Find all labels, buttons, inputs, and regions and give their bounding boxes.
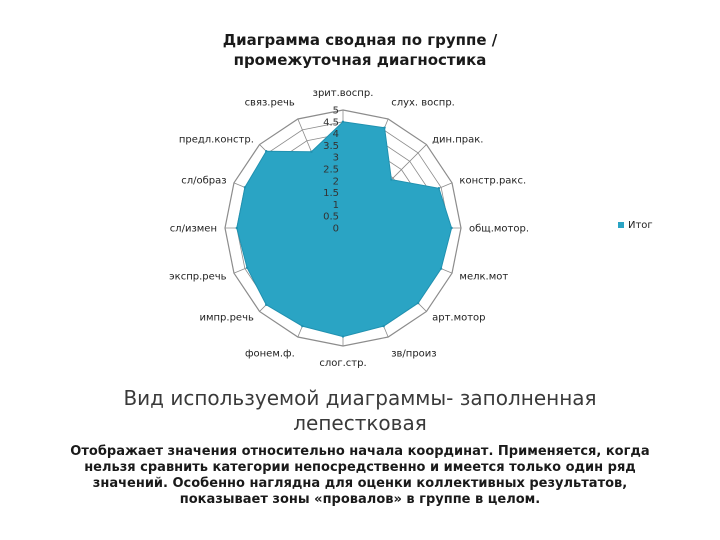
category-label: слог.стр.	[319, 358, 367, 369]
legend-label: Итог	[628, 220, 653, 231]
tick-label: 0.5	[323, 211, 339, 223]
category-label: сл/измен	[169, 223, 217, 235]
data-point	[383, 127, 385, 129]
data-point	[246, 267, 248, 269]
data-point	[310, 150, 312, 152]
tick-label: 3	[332, 152, 339, 164]
data-point	[236, 227, 238, 229]
data-point	[450, 227, 452, 229]
category-label: зрит.воспр.	[312, 88, 374, 99]
data-point	[342, 121, 344, 123]
data-point	[265, 150, 267, 152]
category-label: зв/произ	[391, 348, 437, 360]
data-point	[265, 304, 267, 306]
tick-label: 1.5	[323, 188, 339, 200]
data-point	[390, 178, 392, 180]
category-label: констр.ракс.	[459, 175, 527, 187]
category-label: сл/образ	[181, 175, 227, 187]
data-point	[382, 325, 384, 327]
tick-label: 5	[332, 105, 339, 117]
category-label: фонем.ф.	[244, 348, 295, 360]
legend	[618, 220, 653, 231]
category-label: экспр.речь	[169, 271, 227, 283]
category-label: дин.прак.	[432, 134, 484, 146]
chart-title: Диаграмма сводная по группе / промежуточная диагностика	[222, 31, 498, 69]
tick-label: 4.5	[323, 117, 339, 129]
data-point	[244, 186, 246, 188]
caption-subtitle: Вид используемой диаграммы- заполненная лепестковая	[123, 386, 597, 435]
tick-layer	[323, 106, 339, 235]
data-point	[440, 267, 442, 269]
data-point	[301, 325, 303, 327]
category-label: слух. воспр.	[391, 97, 455, 109]
tick-label: 3.5	[323, 140, 339, 152]
tick-label: 2.5	[323, 164, 339, 176]
tick-label: 1	[332, 199, 339, 211]
data-point	[438, 187, 440, 189]
category-label: связ.речь	[244, 97, 295, 109]
caption-description: Отображает значения относительно начала координат. Применяется, когда нельзя сравнить категории непосредственно и имеется только один ряд значений. Особенно наглядна для оценки коллективных результатов, показывает зоны «провалов» в группе в целом.	[70, 444, 650, 507]
legend-swatch	[618, 222, 624, 228]
category-label: общ.мотор.	[469, 223, 530, 235]
category-label: предл.констр.	[178, 134, 254, 146]
tick-label: 4	[332, 129, 339, 141]
tick-label: 2	[332, 176, 339, 188]
category-label: импр.речь	[199, 312, 254, 324]
data-point	[417, 302, 419, 304]
data-point	[342, 335, 344, 337]
tick-label: 0	[332, 223, 339, 235]
category-label: арт.мотор	[432, 312, 486, 324]
category-label: мелк.мот	[459, 271, 509, 283]
